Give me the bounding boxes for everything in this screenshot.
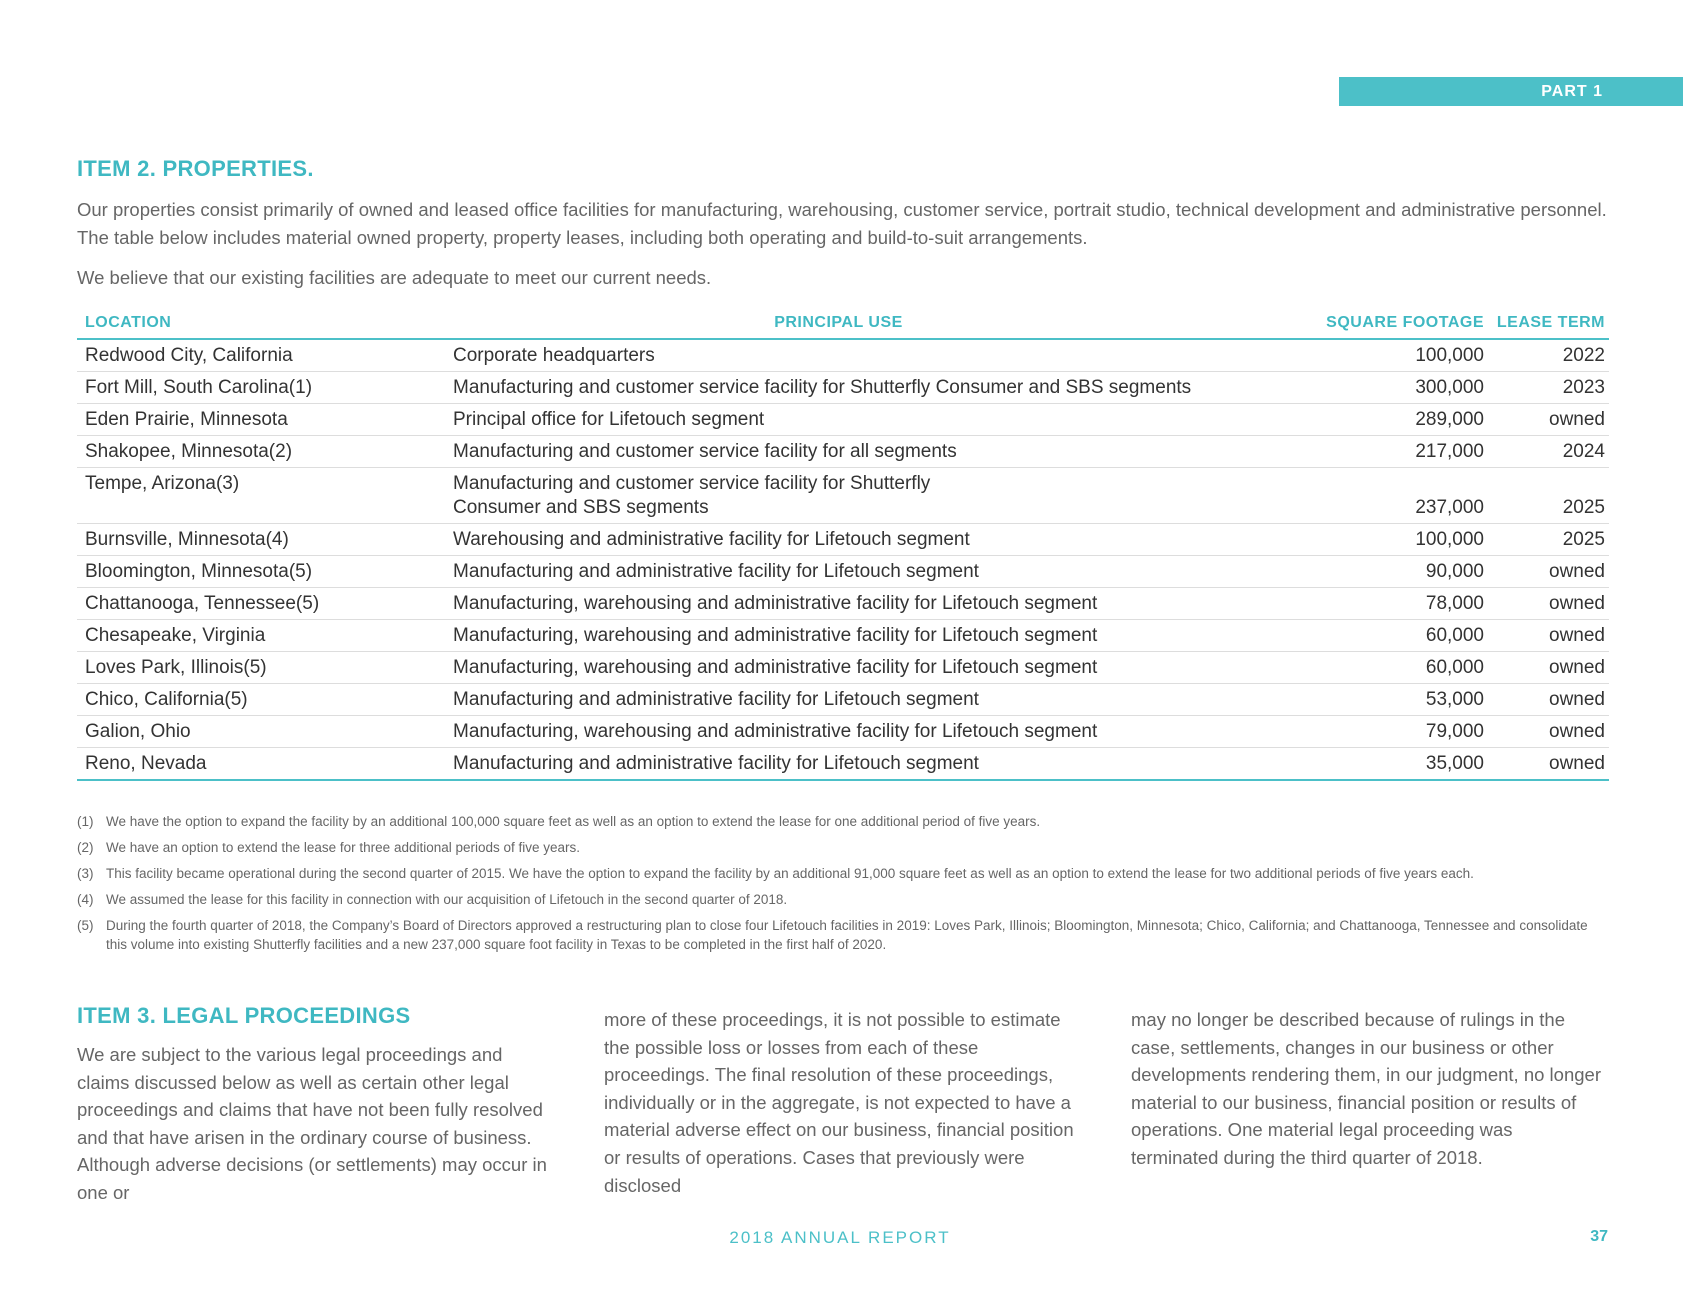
square-footage-cell: 100,000 [1228, 339, 1488, 372]
table-row [77, 436, 1609, 468]
location-cell: Fort Mill, South Carolina(1) [77, 372, 445, 404]
principal-use-cell: Warehousing and administrative facility for Lifetouch segment [445, 524, 1228, 556]
square-footage-cell: 100,000 [1228, 524, 1488, 556]
location-cell: Reno, Nevada [77, 748, 445, 781]
footnote-number: (3) [77, 866, 94, 881]
location-cell: Chesapeake, Virginia [77, 620, 445, 652]
principal-use-cell: Manufacturing and customer service facility for Shutterfly Consumer and SBS segments [445, 468, 1228, 524]
table-row [77, 556, 1609, 588]
footnote [77, 838, 1597, 857]
square-footage-cell: 217,000 [1228, 436, 1488, 468]
footnote-text: During the fourth quarter of 2018, the Company’s Board of Directors approved a restructuring plan to close four Lifetouch facilities in 2019: Loves Park, Illinois; Bloomington, Minnesota; Chico, California; and Chattanooga, Tennessee and consolidate this volume into existing Shutterfly facilities and a new 237,000 square foot facility in Texas to be completed in the first half of 2020. [106, 918, 1588, 952]
item3-heading: ITEM 3. LEGAL PROCEEDINGS [77, 1003, 411, 1028]
item2-intro: Our properties consist primarily of owned and leased office facilities for manufacturing, warehousing, customer service, portrait studio, technical development and administrative personnel. The table below includes material owned property, property leases, including both operating and build-to-suit arrangements. [77, 199, 1607, 248]
lease-term-cell: 2023 [1488, 372, 1609, 404]
header-location: LOCATION [77, 310, 445, 339]
properties-table-body [77, 339, 1609, 780]
table-row [77, 339, 1609, 372]
lease-term-cell: 2025 [1488, 524, 1609, 556]
location-cell: Galion, Ohio [77, 716, 445, 748]
item3-column-3: may no longer be described because of rulings in the case, settlements, changes in our business or other developments rendering them, in our judgment, no longer material to our business, financial position or results of operations. One material legal proceeding was terminated during the third quarter of 2018. [1131, 1009, 1601, 1168]
lease-term-cell: owned [1488, 588, 1609, 620]
location-cell: Tempe, Arizona(3) [77, 468, 445, 524]
table-row [77, 620, 1609, 652]
table-row [77, 652, 1609, 684]
square-footage-cell: 35,000 [1228, 748, 1488, 781]
table-row [77, 468, 1609, 524]
principal-use-cell: Principal office for Lifetouch segment [445, 404, 1228, 436]
table-row [77, 588, 1609, 620]
principal-use-cell: Manufacturing, warehousing and administrative facility for Lifetouch segment [445, 652, 1228, 684]
header-lease-term: LEASE TERM [1488, 310, 1609, 339]
footnote [77, 864, 1597, 883]
footnote-number: (4) [77, 892, 94, 907]
principal-use-cell: Manufacturing and customer service facility for all segments [445, 436, 1228, 468]
table-header-row [77, 310, 1609, 339]
header-principal-use: PRINCIPAL USE [445, 310, 1228, 339]
footnote-number: (1) [77, 814, 94, 829]
part-label: PART 1 [1339, 77, 1683, 106]
square-footage-cell: 289,000 [1228, 404, 1488, 436]
principal-use-cell: Manufacturing, warehousing and administrative facility for Lifetouch segment [445, 716, 1228, 748]
lease-term-cell: owned [1488, 556, 1609, 588]
location-cell: Bloomington, Minnesota(5) [77, 556, 445, 588]
location-cell: Chattanooga, Tennessee(5) [77, 588, 445, 620]
table-row [77, 716, 1609, 748]
square-footage-cell: 237,000 [1228, 468, 1488, 524]
footnote-text: This facility became operational during the second quarter of 2015. We have the option to expand the facility by an additional 91,000 square feet as well as an option to extend the lease for two additional periods of five years each. [106, 866, 1474, 881]
table-row [77, 748, 1609, 781]
table-row [77, 524, 1609, 556]
square-footage-cell: 53,000 [1228, 684, 1488, 716]
square-footage-cell: 60,000 [1228, 652, 1488, 684]
item3-column-2: more of these proceedings, it is not possible to estimate the possible loss or losses from each of these proceedings. The final resolution of these proceedings, individually or in the aggregate, is not expected to have a material adverse effect on our business, financial position or results of operations. Cases that previously were disclosed [604, 1009, 1074, 1196]
location-cell: Shakopee, Minnesota(2) [77, 436, 445, 468]
square-footage-cell: 78,000 [1228, 588, 1488, 620]
location-cell: Eden Prairie, Minnesota [77, 404, 445, 436]
table-row [77, 404, 1609, 436]
principal-use-cell: Manufacturing and administrative facility for Lifetouch segment [445, 748, 1228, 781]
footnote-number: (5) [77, 918, 94, 933]
principal-use-cell: Corporate headquarters [445, 339, 1228, 372]
footnote [77, 916, 1597, 954]
principal-use-cell: Manufacturing and customer service facility for Shutterfly Consumer and SBS segments [445, 372, 1228, 404]
lease-term-cell: 2022 [1488, 339, 1609, 372]
footnote-number: (2) [77, 840, 94, 855]
principal-use-cell: Manufacturing, warehousing and administrative facility for Lifetouch segment [445, 620, 1228, 652]
footnote [77, 812, 1597, 831]
square-footage-cell: 300,000 [1228, 372, 1488, 404]
lease-term-cell: owned [1488, 716, 1609, 748]
principal-use-cell: Manufacturing and administrative facility for Lifetouch segment [445, 556, 1228, 588]
location-cell: Loves Park, Illinois(5) [77, 652, 445, 684]
principal-use-cell: Manufacturing and administrative facility for Lifetouch segment [445, 684, 1228, 716]
lease-term-cell: owned [1488, 748, 1609, 781]
item2-heading: ITEM 2. PROPERTIES. [77, 156, 314, 181]
footnotes [77, 812, 1597, 961]
location-cell: Redwood City, California [77, 339, 445, 372]
location-cell: Chico, California(5) [77, 684, 445, 716]
item2-belief: We believe that our existing facilities are adequate to meet our current needs. [77, 267, 712, 288]
lease-term-cell: 2024 [1488, 436, 1609, 468]
table-row [77, 372, 1609, 404]
item3-column-1: We are subject to the various legal proceedings and claims discussed below as well as certain other legal proceedings and claims that have not been fully resolved and that have arisen in the ordinary course of business. Although adverse decisions (or settlements) may occur in one or [77, 1044, 547, 1203]
square-footage-cell: 60,000 [1228, 620, 1488, 652]
square-footage-cell: 90,000 [1228, 556, 1488, 588]
square-footage-cell: 79,000 [1228, 716, 1488, 748]
table-row [77, 684, 1609, 716]
lease-term-cell: owned [1488, 620, 1609, 652]
principal-use-cell: Manufacturing, warehousing and administrative facility for Lifetouch segment [445, 588, 1228, 620]
footer-title: 2018 ANNUAL REPORT [729, 1228, 951, 1247]
lease-term-cell: 2025 [1488, 468, 1609, 524]
footnote-text: We have an option to extend the lease for three additional periods of five years. [106, 840, 581, 855]
properties-table [77, 310, 1609, 781]
location-cell: Burnsville, Minnesota(4) [77, 524, 445, 556]
footnote-text: We have the option to expand the facility by an additional 100,000 square feet as well as an option to extend the lease for one additional period of five years. [106, 814, 1041, 829]
lease-term-cell: owned [1488, 652, 1609, 684]
header-square-footage: SQUARE FOOTAGE [1228, 310, 1488, 339]
page-number: 37 [1590, 1228, 1608, 1245]
footnote-text: We assumed the lease for this facility in connection with our acquisition of Lifetouch in the second quarter of 2018. [106, 892, 788, 907]
footnote [77, 890, 1597, 909]
lease-term-cell: owned [1488, 404, 1609, 436]
lease-term-cell: owned [1488, 684, 1609, 716]
